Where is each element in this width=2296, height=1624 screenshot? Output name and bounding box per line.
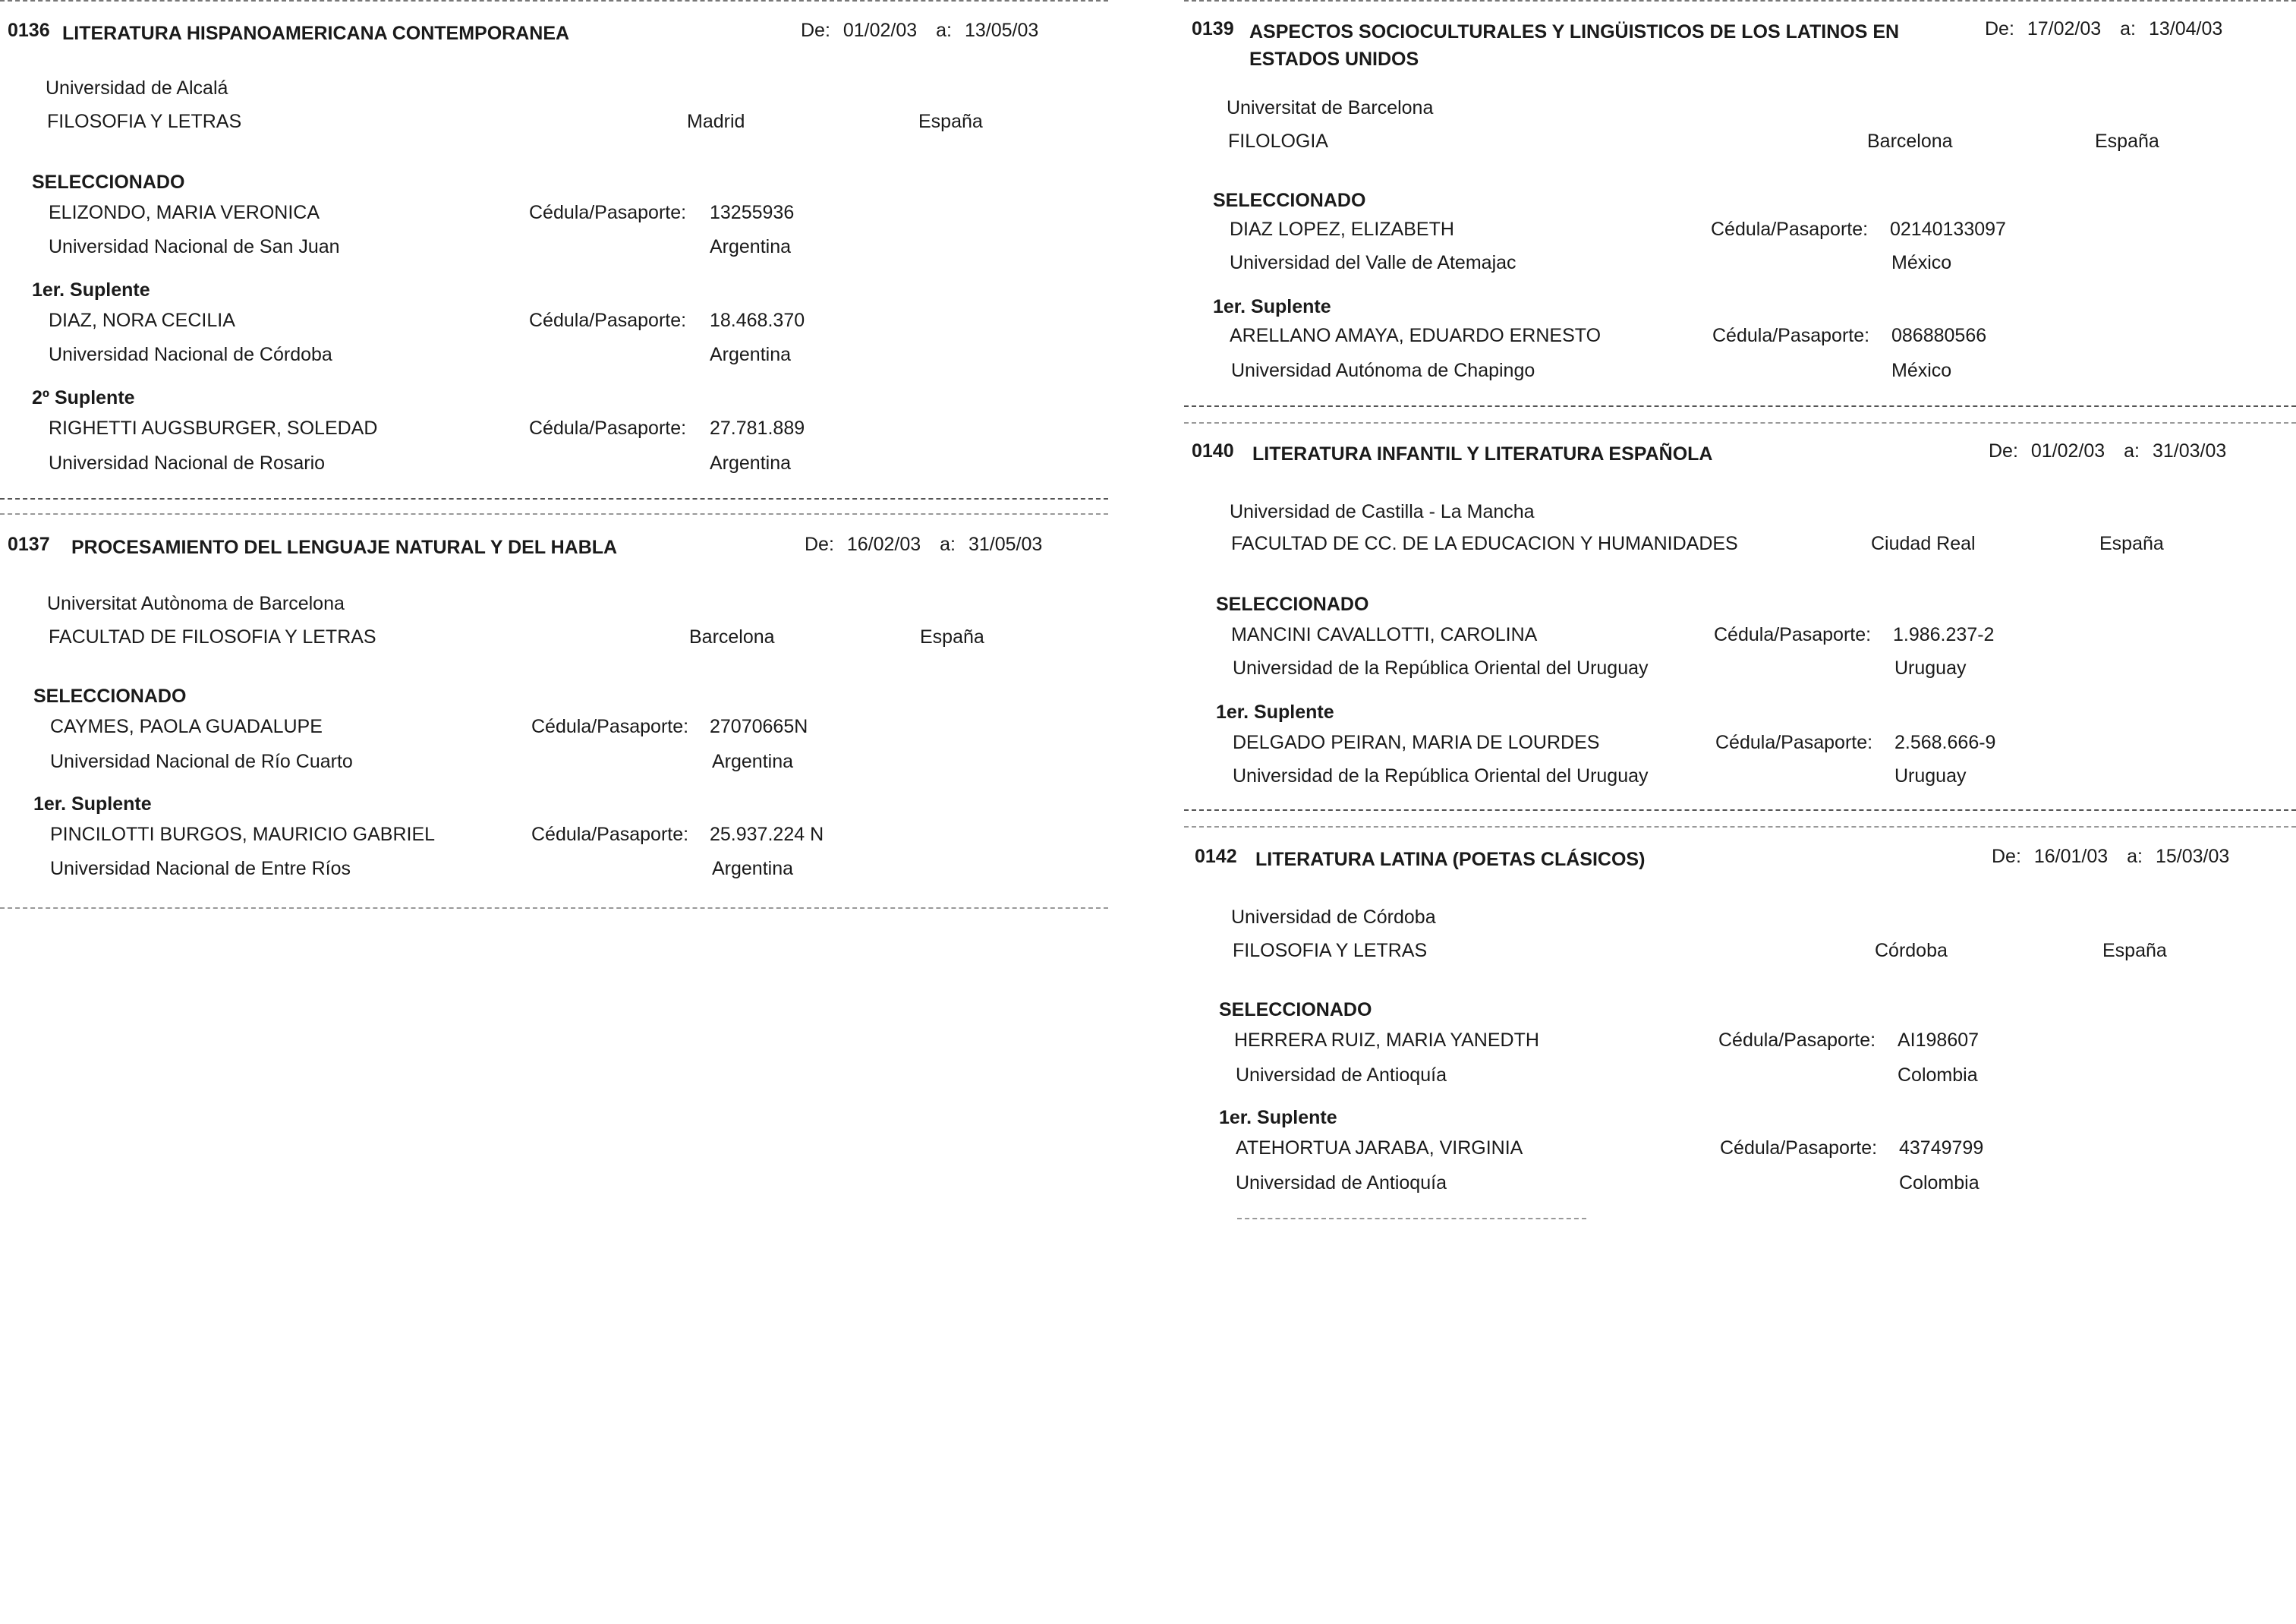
- candidate-university-row: [0, 858, 1108, 882]
- candidate-university-row: [1184, 1064, 2296, 1089]
- cedula-value: AI198607: [1898, 1030, 1979, 1051]
- candidate-country: Argentina: [710, 344, 792, 365]
- from-date: 01/02/03: [842, 20, 918, 41]
- cedula-label: Cédula/Pasaporte:: [529, 418, 687, 439]
- candidate-country: Argentina: [710, 453, 792, 474]
- section-separator: [0, 513, 1108, 515]
- faculty: FILOSOFIA Y LETRAS: [47, 111, 242, 132]
- candidate-country: Colombia: [1899, 1172, 1979, 1194]
- cedula-label: Cédula/Pasaporte:: [1715, 732, 1873, 753]
- candidate-name: ATEHORTUA JARABA, VIRGINIA: [1236, 1137, 1523, 1159]
- from-label: De:: [1989, 440, 2018, 462]
- candidate-university-row: [1184, 657, 2296, 682]
- candidate-university: Universidad Nacional de Rosario: [49, 453, 326, 474]
- candidate-name: DIAZ LOPEZ, ELIZABETH: [1230, 219, 1454, 240]
- candidate-role: SELECCIONADO: [33, 686, 187, 707]
- candidate-university-row: [1184, 360, 2296, 384]
- candidate-role: SELECCIONADO: [1213, 190, 1366, 211]
- course-title: LITERATURA HISPANOAMERICANA CONTEMPORANEA: [62, 23, 570, 44]
- candidate-name-row: [0, 202, 1108, 226]
- cedula-value: 18.468.370: [710, 310, 805, 331]
- course-code: 0137: [8, 534, 50, 555]
- candidate-name: PINCILOTTI BURGOS, MAURICIO GABRIEL: [50, 824, 436, 845]
- host-university-row: [0, 593, 1108, 617]
- candidate-name-row: [0, 824, 1108, 848]
- candidate-country: Argentina: [710, 236, 792, 257]
- cedula-label: Cédula/Pasaporte:: [531, 824, 689, 845]
- candidate-university: Universidad del Valle de Atemajac: [1230, 252, 1516, 273]
- to-label: a:: [2120, 18, 2136, 39]
- course-title: ASPECTOS SOCIOCULTURALES Y LINGÜISTICOS DE LOS LATINOS EN ESTADOS UNIDOS: [1249, 21, 1900, 70]
- candidate-role: SELECCIONADO: [1216, 594, 1369, 615]
- country: España: [2099, 533, 2164, 554]
- candidate-name-row: [1184, 219, 2296, 243]
- candidate-role: 1er. Suplente: [1216, 702, 1334, 723]
- host-university: Universitat Autònoma de Barcelona: [47, 593, 345, 614]
- city: Barcelona: [689, 626, 775, 648]
- cedula-value: 086880566: [1891, 325, 1987, 346]
- faculty-row: [1184, 940, 2296, 964]
- country: España: [2102, 940, 2167, 961]
- cedula-label: Cédula/Pasaporte:: [529, 202, 687, 223]
- candidate-name-row: [1184, 1137, 2296, 1162]
- course-dates: [1989, 440, 2226, 462]
- candidate-name-row: [0, 716, 1108, 740]
- candidate-university: Universidad de la República Oriental del Uruguay: [1233, 765, 1649, 787]
- section-separator: [1184, 422, 2296, 424]
- candidate-university-row: [1184, 765, 2296, 790]
- candidate-name: RIGHETTI AUGSBURGER, SOLEDAD: [49, 418, 378, 439]
- country: España: [918, 111, 983, 132]
- candidate-name-row: [1184, 325, 2296, 349]
- faculty: FACULTAD DE CC. DE LA EDUCACION Y HUMANIDADES: [1231, 533, 1738, 554]
- candidate-university: Universidad de la República Oriental del Uruguay: [1233, 657, 1649, 679]
- candidate-country: Colombia: [1898, 1064, 1978, 1086]
- to-date: 31/03/03: [2152, 440, 2227, 462]
- candidate-university: Universidad de Antioquía: [1236, 1172, 1447, 1194]
- candidate-role: 1er. Suplente: [1213, 296, 1331, 317]
- course-code: 0136: [8, 20, 50, 41]
- candidate-name-row: [0, 418, 1108, 442]
- faculty: FILOSOFIA Y LETRAS: [1233, 940, 1428, 961]
- candidate-country: Uruguay: [1894, 765, 1967, 787]
- from-date: 16/01/03: [2033, 846, 2109, 867]
- host-university: Universidad de Alcalá: [46, 77, 228, 99]
- candidate-university: Universidad Nacional de Entre Ríos: [50, 858, 351, 879]
- candidate-university-row: [0, 751, 1108, 775]
- candidate-name-row: [1184, 624, 2296, 648]
- city: Córdoba: [1875, 940, 1948, 961]
- course-title: LITERATURA INFANTIL Y LITERATURA ESPAÑOLA: [1252, 443, 1713, 465]
- from-label: De:: [1992, 846, 2021, 867]
- candidate-name: DIAZ, NORA CECILIA: [49, 310, 235, 331]
- country: España: [2095, 131, 2159, 152]
- to-label: a:: [940, 534, 956, 555]
- cedula-label: Cédula/Pasaporte:: [531, 716, 689, 737]
- cedula-value: 43749799: [1899, 1137, 1984, 1159]
- cedula-value: 27070665N: [710, 716, 808, 737]
- host-university-row: [1184, 907, 2296, 931]
- candidate-name: MANCINI CAVALLOTTI, CAROLINA: [1231, 624, 1538, 645]
- candidate-name-row: [0, 310, 1108, 334]
- candidate-role: SELECCIONADO: [1219, 999, 1372, 1020]
- candidate-university: Universidad Nacional de Córdoba: [49, 344, 332, 365]
- course-code: 0140: [1192, 440, 1234, 462]
- cedula-label: Cédula/Pasaporte:: [1714, 624, 1872, 645]
- candidate-country: Uruguay: [1894, 657, 1967, 679]
- host-university: Universidad de Castilla - La Mancha: [1230, 501, 1535, 522]
- candidate-name-row: [1184, 1030, 2296, 1054]
- candidate-university: Universidad Nacional de San Juan: [49, 236, 340, 257]
- host-university-row: [0, 77, 1108, 102]
- candidate-name: HERRERA RUIZ, MARIA YANEDTH: [1234, 1030, 1539, 1051]
- faculty-row: [1184, 131, 2296, 155]
- from-label: De:: [801, 20, 830, 41]
- host-university: Universitat de Barcelona: [1227, 97, 1434, 118]
- candidate-name: DELGADO PEIRAN, MARIA DE LOURDES: [1233, 732, 1600, 753]
- candidate-name: ELIZONDO, MARIA VERONICA: [49, 202, 320, 223]
- candidate-role: 1er. Suplente: [1219, 1107, 1337, 1128]
- city: Ciudad Real: [1871, 533, 1976, 554]
- city: Madrid: [687, 111, 745, 132]
- cedula-value: 27.781.889: [710, 418, 805, 439]
- from-date: 01/02/03: [2030, 440, 2105, 462]
- candidate-university: Universidad de Antioquía: [1236, 1064, 1447, 1086]
- cedula-label: Cédula/Pasaporte:: [1720, 1137, 1878, 1159]
- cedula-label: Cédula/Pasaporte:: [1711, 219, 1869, 240]
- section-separator: [1184, 826, 2296, 828]
- section-separator: [1184, 405, 2296, 407]
- candidate-name: ARELLANO AMAYA, EDUARDO ERNESTO: [1230, 325, 1602, 346]
- cedula-value: 2.568.666-9: [1894, 732, 1996, 753]
- section-separator: [0, 498, 1108, 500]
- cedula-value: 25.937.224 N: [710, 824, 824, 845]
- candidate-university-row: [0, 236, 1108, 260]
- host-university-row: [1184, 97, 2296, 121]
- to-date: 13/05/03: [964, 20, 1039, 41]
- top-separator: [1184, 0, 2296, 2]
- from-date: 16/02/03: [846, 534, 921, 555]
- cedula-label: Cédula/Pasaporte:: [529, 310, 687, 331]
- course-dates: [1985, 18, 2222, 40]
- from-date: 17/02/03: [2027, 18, 2102, 39]
- cedula-value: 13255936: [710, 202, 795, 223]
- course-title: PROCESAMIENTO DEL LENGUAJE NATURAL Y DEL HABLA: [71, 537, 618, 558]
- from-label: De:: [805, 534, 834, 555]
- candidate-university: Universidad Nacional de Río Cuarto: [50, 751, 353, 772]
- candidate-name: CAYMES, PAOLA GUADALUPE: [50, 716, 323, 737]
- from-label: De:: [1985, 18, 2014, 39]
- course-code: 0142: [1195, 846, 1237, 867]
- cedula-label: Cédula/Pasaporte:: [1712, 325, 1870, 346]
- to-label: a:: [2127, 846, 2143, 867]
- candidate-university: Universidad Autónoma de Chapingo: [1231, 360, 1535, 381]
- candidate-role: 1er. Suplente: [32, 279, 150, 301]
- to-label: a:: [2124, 440, 2140, 462]
- city: Barcelona: [1867, 131, 1953, 152]
- course-dates: [1992, 846, 2229, 868]
- to-date: 13/04/03: [2148, 18, 2223, 39]
- faculty-row: [0, 626, 1108, 651]
- cedula-value: 1.986.237-2: [1893, 624, 1995, 645]
- candidate-name-row: [1184, 732, 2296, 756]
- course-dates: [801, 20, 1038, 42]
- cedula-value: 02140133097: [1890, 219, 2006, 240]
- to-label: a:: [936, 20, 952, 41]
- candidate-university-row: [0, 344, 1108, 368]
- faculty-row: [1184, 533, 2296, 557]
- candidate-role: 1er. Suplente: [33, 793, 152, 815]
- faculty: FILOLOGIA: [1228, 131, 1328, 152]
- country: España: [920, 626, 984, 648]
- faculty-row: [0, 111, 1108, 135]
- course-dates: [805, 534, 1042, 556]
- candidate-university-row: [0, 453, 1108, 477]
- candidate-country: México: [1891, 360, 1952, 381]
- candidate-country: Argentina: [712, 751, 794, 772]
- faculty: FACULTAD DE FILOSOFIA Y LETRAS: [49, 626, 376, 648]
- section-separator: [1237, 1218, 1586, 1219]
- candidate-university-row: [1184, 1172, 2296, 1197]
- cedula-label: Cédula/Pasaporte:: [1718, 1030, 1876, 1051]
- top-separator: [0, 0, 1108, 2]
- to-date: 15/03/03: [2155, 846, 2230, 867]
- section-separator: [1184, 809, 2296, 811]
- candidate-country: México: [1891, 252, 1952, 273]
- candidate-role: SELECCIONADO: [32, 172, 185, 193]
- course-code: 0139: [1192, 18, 1234, 39]
- candidate-country: Argentina: [712, 858, 794, 879]
- section-separator: [0, 907, 1108, 909]
- course-title: LITERATURA LATINA (POETAS CLÁSICOS): [1255, 849, 1646, 870]
- host-university-row: [1184, 501, 2296, 525]
- host-university: Universidad de Córdoba: [1231, 907, 1436, 928]
- candidate-role: 2º Suplente: [32, 387, 135, 408]
- candidate-university-row: [1184, 252, 2296, 276]
- to-date: 31/05/03: [968, 534, 1043, 555]
